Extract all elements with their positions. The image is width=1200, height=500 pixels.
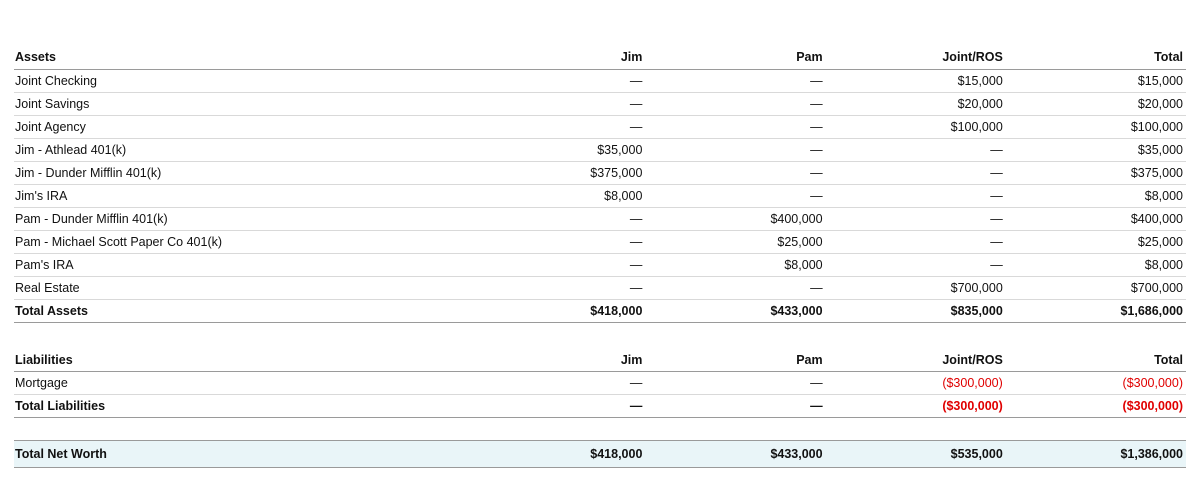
- liabilities-header-jim: Jim: [620, 352, 643, 367]
- row-label: Pam - Dunder Mifflin 401(k): [15, 211, 168, 226]
- net-worth-joint: $535,000: [950, 447, 1003, 461]
- total-assets-row: [14, 299, 1186, 322]
- total-liabilities-jim: —: [629, 399, 643, 413]
- total-assets-label: Total Assets: [15, 303, 88, 318]
- net-worth-spacer: [14, 418, 1186, 441]
- row-jim: —: [629, 96, 643, 111]
- row-total: $375,000: [1130, 165, 1183, 180]
- row-label: Joint Savings: [15, 96, 90, 111]
- liabilities-header-total: Total: [1154, 352, 1183, 367]
- row-joint: —: [990, 142, 1003, 157]
- table-row: [14, 276, 1186, 299]
- row-pam: —: [810, 376, 823, 390]
- total-net-worth-row: [14, 441, 1186, 468]
- row-joint: $15,000: [957, 73, 1003, 88]
- table-row: [14, 207, 1186, 230]
- row-joint: —: [990, 211, 1003, 226]
- row-label: Pam - Michael Scott Paper Co 401(k): [15, 234, 223, 249]
- total-liabilities-row: [14, 395, 1186, 418]
- total-liabilities-total: ($300,000): [1122, 399, 1183, 413]
- total-assets-jim: $418,000: [590, 303, 643, 318]
- row-jim: —: [629, 234, 643, 249]
- row-label: Jim's IRA: [15, 188, 68, 203]
- net-worth-pam: $433,000: [770, 447, 823, 461]
- row-jim: —: [629, 73, 643, 88]
- table-row: [14, 92, 1186, 115]
- row-total: $400,000: [1130, 211, 1183, 226]
- liabilities-header-row: [14, 349, 1186, 372]
- row-pam: $25,000: [777, 234, 823, 249]
- net-worth-total: $1,386,000: [1120, 447, 1183, 461]
- section-spacer: [14, 322, 1186, 349]
- row-pam: $400,000: [770, 211, 823, 226]
- total-liabilities-pam: —: [810, 399, 823, 413]
- assets-header-joint: Joint/ROS: [942, 50, 1003, 65]
- liabilities-header-pam: Pam: [796, 352, 823, 367]
- row-total: $35,000: [1137, 142, 1183, 157]
- row-pam: —: [810, 96, 823, 111]
- row-joint: $20,000: [957, 96, 1003, 111]
- row-joint: —: [990, 234, 1003, 249]
- total-assets-joint: $835,000: [950, 303, 1003, 318]
- row-pam: —: [810, 73, 823, 88]
- assets-header-label: Assets: [15, 50, 56, 65]
- liabilities-header-label: Liabilities: [15, 352, 73, 367]
- assets-header-jim: Jim: [620, 50, 643, 65]
- row-total: $25,000: [1137, 234, 1183, 249]
- total-assets-total: $1,686,000: [1120, 303, 1183, 318]
- row-total: $15,000: [1137, 73, 1183, 88]
- table-row: [14, 253, 1186, 276]
- row-jim: $375,000: [590, 165, 643, 180]
- row-label: Pam's IRA: [15, 257, 74, 272]
- row-total: $8,000: [1144, 257, 1183, 272]
- row-pam: —: [810, 142, 823, 157]
- row-pam: —: [810, 119, 823, 134]
- row-jim: —: [629, 257, 643, 272]
- row-label: Jim - Athlead 401(k): [15, 142, 127, 157]
- total-liabilities-label: Total Liabilities: [15, 399, 106, 413]
- row-label: Jim - Dunder Mifflin 401(k): [15, 165, 162, 180]
- row-pam: $8,000: [784, 257, 823, 272]
- row-label: Mortgage: [15, 376, 68, 390]
- table-row: [14, 230, 1186, 253]
- table-row: [14, 138, 1186, 161]
- row-joint: —: [990, 188, 1003, 203]
- net-worth-jim: $418,000: [590, 447, 643, 461]
- table-row: [14, 69, 1186, 92]
- table-row: [14, 184, 1186, 207]
- assets-header-pam: Pam: [796, 50, 823, 65]
- row-jim: —: [629, 376, 643, 390]
- row-jim: —: [629, 280, 643, 295]
- net-worth-label: Total Net Worth: [15, 447, 107, 461]
- net-worth-table: [14, 46, 1186, 468]
- row-joint: —: [990, 257, 1003, 272]
- row-jim: $35,000: [597, 142, 643, 157]
- row-label: Joint Agency: [15, 119, 86, 134]
- table-row: [14, 161, 1186, 184]
- table-row: [14, 372, 1186, 395]
- row-total: $700,000: [1130, 280, 1183, 295]
- row-jim: —: [629, 211, 643, 226]
- row-pam: —: [810, 280, 823, 295]
- row-jim: $8,000: [604, 188, 643, 203]
- row-joint: —: [990, 165, 1003, 180]
- assets-header-total: Total: [1154, 50, 1183, 65]
- total-liabilities-joint: ($300,000): [942, 399, 1003, 413]
- total-assets-pam: $433,000: [770, 303, 823, 318]
- assets-header-row: [14, 46, 1186, 69]
- row-pam: —: [810, 165, 823, 180]
- row-joint: $700,000: [950, 280, 1003, 295]
- liabilities-header-joint: Joint/ROS: [942, 352, 1003, 367]
- row-total: ($300,000): [1122, 376, 1183, 390]
- row-label: Real Estate: [15, 280, 80, 295]
- row-jim: —: [629, 119, 643, 134]
- row-pam: —: [810, 188, 823, 203]
- row-total: $8,000: [1144, 188, 1183, 203]
- table-row: [14, 115, 1186, 138]
- row-total: $20,000: [1137, 96, 1183, 111]
- row-total: $100,000: [1130, 119, 1183, 134]
- row-label: Joint Checking: [15, 73, 97, 88]
- row-joint: $100,000: [950, 119, 1003, 134]
- row-joint: ($300,000): [942, 376, 1003, 390]
